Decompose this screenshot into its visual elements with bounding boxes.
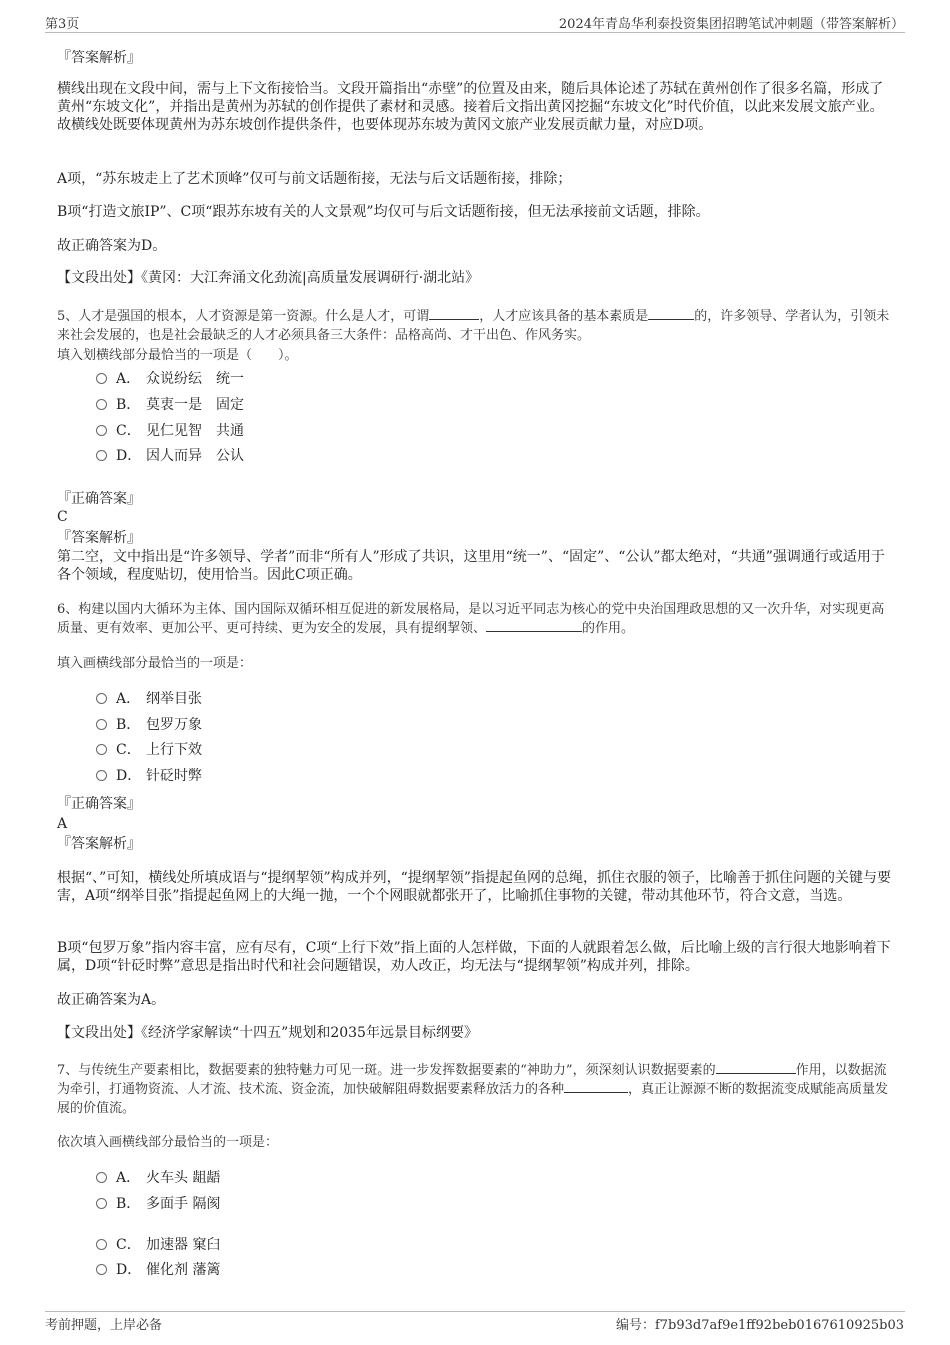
radio-button[interactable] <box>96 693 107 704</box>
q7-option-b[interactable]: B． 多面手 隔阂 <box>96 1194 220 1214</box>
question-7-stem: 7、与传统生产要素相比，数据要素的独特魅力可见一斑。进一步发挥数据要素的“神助力”，须深刻认识数据要素的 作用，以数据流为牵引，打通物资流、人才流、技术流、资金流，加快破解阻碍数据要素释放活力的各种 ，真正让源源不断的数据流变成赋能高质量发展的价值流。 <box>57 1063 889 1116</box>
radio-button[interactable] <box>96 399 107 410</box>
q5-option-a[interactable]: A． 众说纷纭 统一 <box>96 369 244 389</box>
q6-analysis-heading: 『答案解析』 <box>57 836 141 852</box>
q5-option-b[interactable]: B． 莫衷一是 固定 <box>96 395 244 415</box>
footer-slogan: 考前押题，上岸必备 <box>45 1318 163 1333</box>
prev-source: 【文段出处】《黄冈：大江奔涌文化劲流|高质量发展调研行·湖北站》 <box>57 270 480 286</box>
q5-option-d[interactable]: D． 因人而异 公认 <box>96 446 244 466</box>
blank-1 <box>486 619 582 632</box>
radio-button[interactable] <box>96 1239 107 1250</box>
blank-1 <box>429 307 479 320</box>
prev-analysis-heading: 『答案解析』 <box>57 50 141 66</box>
radio-button[interactable] <box>96 1264 107 1275</box>
prev-analysis-paragraph-1: 横线出现在文段中间，需与上下文衔接恰当。文段开篇指出“赤壁”的位置及由来，随后具体论述了苏轼在黄州创作了很多名篇，形成了黄州“东坡文化”，并指出是黄州为苏轼的创作提供了素材和灵感。接着后文指出黄冈挖掘“东坡文化”时代价值，以此来发展文旅产业。故横线处既要体现黄州为苏东坡创作提供条件，也要体现苏东坡为黄冈文旅产业发展贡献力量，对应D项。 <box>57 81 884 133</box>
blank-2 <box>648 307 694 320</box>
footer-divider <box>45 1311 905 1312</box>
q5-analysis: 第二空，文中指出是“许多领导、学者”而非“所有人”形成了共识，这里用“统一”、“固定”、“公认”都太绝对，“共通”强调通行或适用于各个领域，程度贴切，使用恰当。因此C项正确。 <box>57 549 885 583</box>
q6-source: 【文段出处】《经济学家解读“十四五”规划和2035年远景目标纲要》 <box>57 1025 478 1041</box>
blank-2 <box>564 1080 628 1093</box>
q5-analysis-heading: 『答案解析』 <box>57 530 141 546</box>
q7-option-d[interactable]: D． 催化剂 藩篱 <box>96 1260 220 1280</box>
radio-button[interactable] <box>96 373 107 384</box>
question-6-stem: 6、构建以国内大循环为主体、国内国际双循环相互促进的新发展格局，是以习近平同志为核心的党中央治国理政思想的又一次升华，对实现更高质量、更有效率、更加公平、更可持续、更为安全的发展，具有提纲挈领、 的作用。 <box>57 602 885 636</box>
document-title: 2024年青岛华利泰投资集团招聘笔试冲刺题（带答案解析） <box>558 17 904 32</box>
q6-option-a[interactable]: A． 纲举目张 <box>96 689 202 709</box>
header-divider <box>45 32 905 33</box>
question-6-prompt: 填入画横线部分最恰当的一项是： <box>57 656 253 671</box>
radio-button[interactable] <box>96 744 107 755</box>
q7-option-c[interactable]: C． 加速器 窠臼 <box>96 1235 220 1255</box>
q6-analysis-conclusion: 故正确答案为A。 <box>57 992 166 1008</box>
prev-analysis-paragraph-2: A项，“苏东坡走上了艺术顶峰”仅可与前文话题衔接，无法与后文话题衔接，排除； <box>57 171 572 187</box>
q6-analysis-paragraph-2: B项“包罗万象”指内容丰富，应有尽有，C项“上行下效”指上面的人怎样做，下面的人就跟着怎么做，后比喻上级的言行很大地影响着下属，D项“针砭时弊”意思是指出时代和社会问题错误，劝人改正，均无法与“提纲挈领”构成并列，排除。 <box>57 940 891 974</box>
question-7-prompt: 依次填入画横线部分最恰当的一项是： <box>57 1135 279 1150</box>
prev-analysis-conclusion: 故正确答案为D。 <box>57 238 167 254</box>
prev-analysis-paragraph-3: B项“打造文旅IP”、C项“跟苏东坡有关的人文景观”均仅可与后文话题衔接，但无法承接前文话题，排除。 <box>57 204 710 220</box>
radio-button[interactable] <box>96 719 107 730</box>
question-5-stem: 5、人才是强国的根本，人才资源是第一资源。什么是人才，可谓 ，人才应该具备的基本素质是 的，许多领导、学者认为，引领未来社会发展的，也是社会最缺乏的人才必须具备三大条件：品格高尚、才干出色、作风务实。 <box>57 309 890 343</box>
question-5-prompt: 填入划横线部分最恰当的一项是（ ）。 <box>57 348 298 363</box>
radio-button[interactable] <box>96 450 107 461</box>
radio-button[interactable] <box>96 425 107 436</box>
q6-option-b[interactable]: B． 包罗万象 <box>96 715 202 735</box>
radio-button[interactable] <box>96 1198 107 1209</box>
blank-1 <box>716 1061 796 1074</box>
q6-answer: A <box>57 816 68 832</box>
q7-option-a[interactable]: A． 火车头 龃龉 <box>96 1168 220 1188</box>
radio-button[interactable] <box>96 770 107 781</box>
q6-answer-heading: 『正确答案』 <box>57 796 141 812</box>
q5-answer-heading: 『正确答案』 <box>57 491 141 507</box>
q6-analysis-paragraph-1: 根据“、”可知，横线处所填成语与“提纲挈领”构成并列，“提纲挈领”指提起鱼网的总绳，抓住衣服的领子，比喻善于抓住问题的关键与要害，A项“纲举目张”指提起鱼网上的大绳一抛，一个个网眼就都张开了，比喻抓住事物的关键，带动其他环节，符合文意，当选。 <box>57 870 891 904</box>
page-number: 第3页 <box>45 17 80 32</box>
radio-button[interactable] <box>96 1172 107 1183</box>
q5-answer: C <box>57 509 68 525</box>
q5-option-c[interactable]: C． 见仁见智 共通 <box>96 421 244 441</box>
q6-option-c[interactable]: C． 上行下效 <box>96 740 202 760</box>
q6-option-d[interactable]: D． 针砭时弊 <box>96 766 202 786</box>
document-id: 编号：f7b93d7af9e1ff92beb0167610925b03 <box>615 1318 904 1333</box>
